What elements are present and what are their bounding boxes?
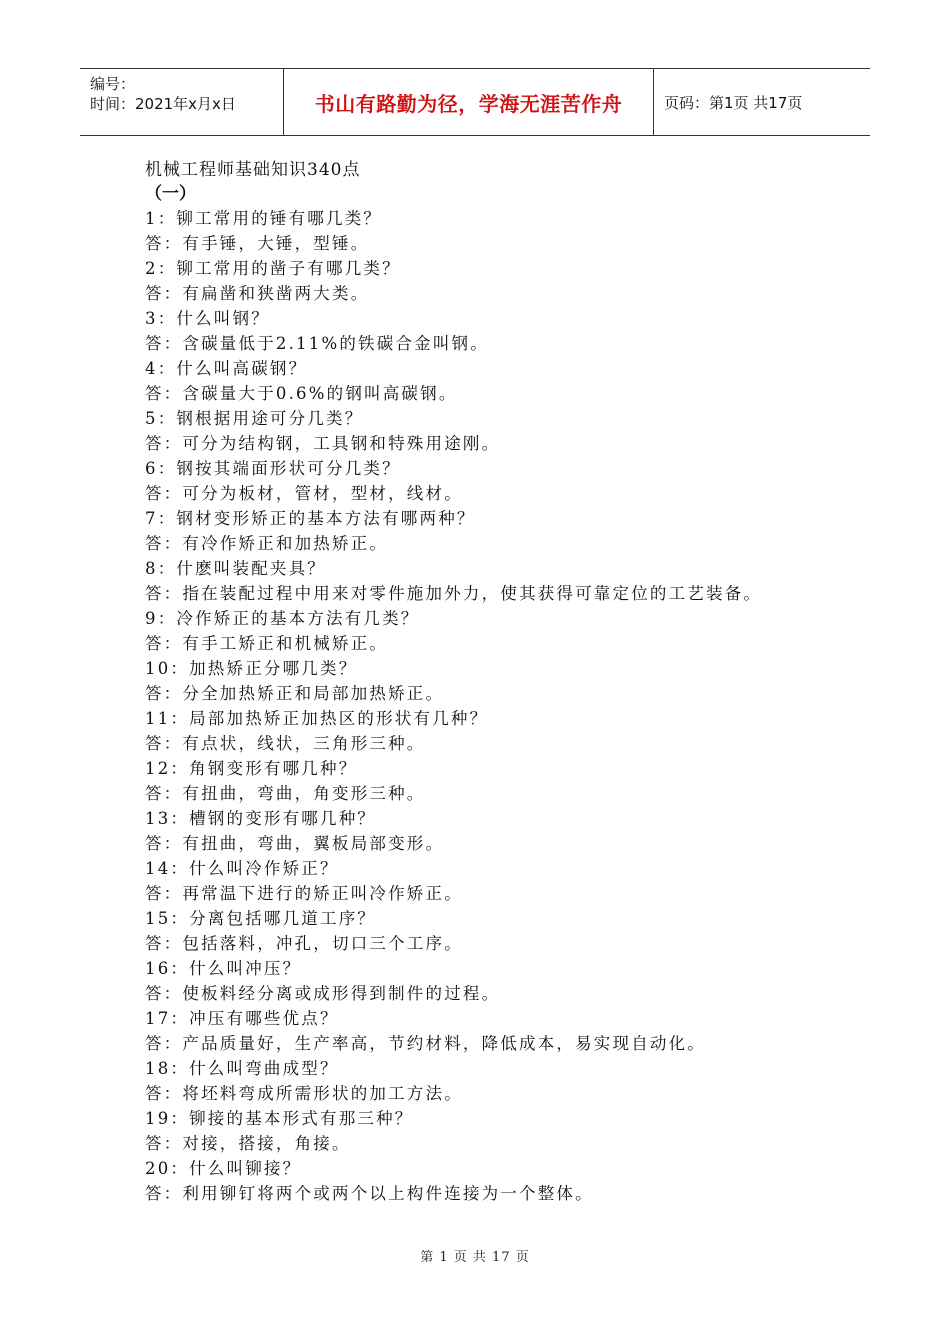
- page-header: [80, 68, 870, 136]
- header-meta: [80, 69, 283, 135]
- question-line: 18：什么叫弯曲成型？: [145, 1059, 339, 1078]
- answer-line: 答：有扭曲，弯曲，翼板局部变形。: [145, 834, 445, 853]
- question-line: 9：冷作矫正的基本方法有几类？: [145, 609, 420, 628]
- document-body: [145, 158, 810, 1206]
- answer-line: 答：含碳量大于0.6%的钢叫高碳钢。: [145, 384, 458, 403]
- question-line: 10：加热矫正分哪几类？: [145, 659, 358, 678]
- answer-line: 答：有扁凿和狭凿两大类。: [145, 284, 370, 303]
- answer-line: 答：产品质量好，生产率高，节约材料，降低成本，易实现自动化。: [145, 1034, 706, 1053]
- question-line: 11：局部加热矫正加热区的形状有几种？: [145, 709, 489, 728]
- question-line: 6：钢按其端面形状可分几类？: [145, 459, 401, 478]
- answer-line: 答：利用铆钉将两个或两个以上构件连接为一个整体。: [145, 1184, 594, 1203]
- question-line: 12：角钢变形有哪几种？: [145, 759, 358, 778]
- time-label: 时间：2021年x月x日: [90, 95, 236, 113]
- answer-line: 答：有冷作矫正和加热矫正。: [145, 534, 389, 553]
- question-line: 4：什么叫高碳钢？: [145, 359, 308, 378]
- page-footer: 第 1 页 共 17 页: [420, 1250, 530, 1265]
- answer-line: 答：可分为结构钢，工具钢和特殊用途刚。: [145, 434, 501, 453]
- header-motto: 书山有路勤为径，学海无涯苦作舟: [283, 69, 654, 135]
- answer-line: 答：对接，搭接，角接。: [145, 1134, 351, 1153]
- answer-line: 答：可分为板材，管材，型材，线材。: [145, 484, 463, 503]
- qa-list: [145, 206, 810, 1206]
- section-heading: （一）: [145, 184, 196, 204]
- number-label: 编号：: [90, 75, 136, 93]
- question-line: 17：冲压有哪些优点？: [145, 1009, 339, 1028]
- question-line: 8：什麽叫装配夹具？: [145, 559, 326, 578]
- question-line: 13：槽钢的变形有哪几种？: [145, 809, 377, 828]
- answer-line: 答：包括落料，冲孔，切口三个工序。: [145, 934, 463, 953]
- document-title: 机械工程师基础知识340点: [145, 160, 361, 180]
- question-line: 16：什么叫冲压？: [145, 959, 302, 978]
- question-line: 19：铆接的基本形式有那三种？: [145, 1109, 414, 1128]
- answer-line: 答：有扭曲，弯曲，角变形三种。: [145, 784, 426, 803]
- question-line: 7：钢材变形矫正的基本方法有哪两种？: [145, 509, 476, 528]
- answer-line: 答：将坯料弯成所需形状的加工方法。: [145, 1084, 463, 1103]
- header-page-label: 页码：第1页 共17页: [664, 93, 803, 112]
- question-line: 15：分离包括哪几道工序？: [145, 909, 377, 928]
- answer-line: 答：有点状，线状，三角形三种。: [145, 734, 426, 753]
- question-line: 2：铆工常用的凿子有哪几类？: [145, 259, 401, 278]
- answer-line: 答：分全加热矫正和局部加热矫正。: [145, 684, 445, 703]
- answer-line: 答：含碳量低于2.11%的铁碳合金叫钢。: [145, 334, 489, 353]
- question-line: 3：什么叫钢？: [145, 309, 270, 328]
- answer-line: 答：有手工矫正和机械矫正。: [145, 634, 389, 653]
- question-line: 14：什么叫冷作矫正？: [145, 859, 339, 878]
- answer-line: 答：指在装配过程中用来对零件施加外力，使其获得可靠定位的工艺装备。: [145, 584, 763, 603]
- answer-line: 答：使板料经分离或成形得到制件的过程。: [145, 984, 501, 1003]
- answer-line: 答：再常温下进行的矫正叫冷作矫正。: [145, 884, 463, 903]
- answer-line: 答：有手锤，大锤，型锤。: [145, 234, 370, 253]
- question-line: 5：钢根据用途可分几类？: [145, 409, 364, 428]
- question-line: 1：铆工常用的锤有哪几类？: [145, 209, 383, 228]
- question-line: 20：什么叫铆接？: [145, 1159, 302, 1178]
